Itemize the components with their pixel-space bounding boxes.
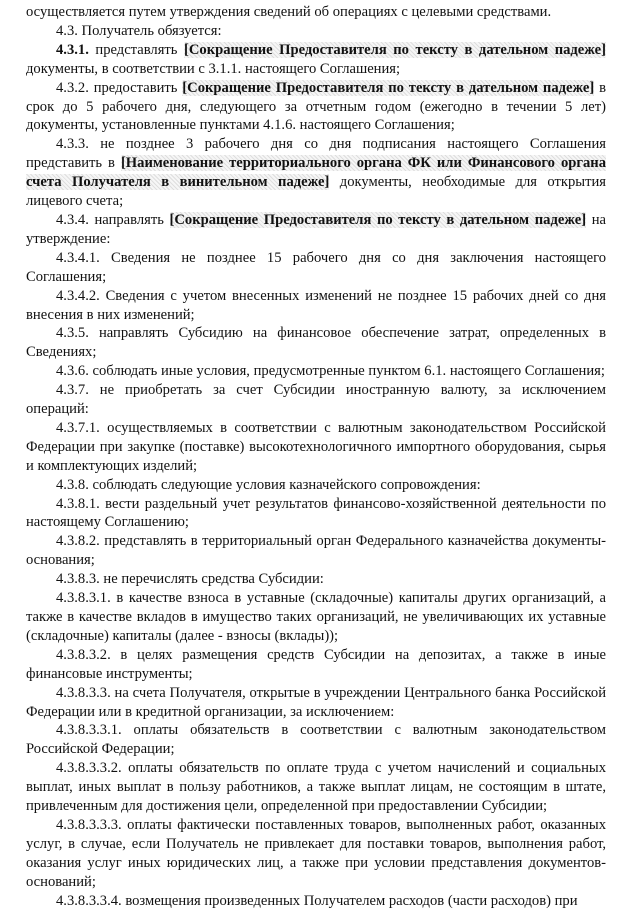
paragraph-4-3-7: 4.3.7. не приобретать за счет Субсидии иностранную валюту, за исключением операций: <box>26 382 606 418</box>
paragraph-4-3: 4.3. Получатель обязуется: <box>56 22 222 39</box>
paragraph-4-3-8-3-2: 4.3.8.3.2. в целях размещения средств Субсидии на депозитах, а также в иные финансовые инструменты; <box>26 646 606 682</box>
fk-organ-placeholder: [Наименование территориального органа ФК или Финансового органа счета Получателя в винительном падеже] <box>26 155 606 191</box>
paragraph-4-3-4-2: 4.3.4.2. Сведения с учетом внесенных изменений не позднее 15 рабочих дней со дня внесения в них изменений; <box>26 287 606 323</box>
paragraph-4-3-8-1: 4.3.8.1. вести раздельный учет результатов финансово-хозяйственной деятельности по настоящему Соглашению; <box>26 495 606 531</box>
paragraph-4-3-2 <box>26 79 606 136</box>
text-fragment: 4.3.4. направлять <box>56 211 170 228</box>
provider-placeholder: [Сокращение Предоставителя по тексту в дательном падеже] <box>184 41 606 58</box>
paragraph-4-3-8-3-3-1: 4.3.8.3.3.1. оплаты обязательств в соответствии с валютным законодательством Российской Федерации; <box>26 722 606 758</box>
paragraph-4-3-8-3-1: 4.3.8.3.1. в качестве взноса в уставные (складочные) капиталы других организаций, а также в качестве вкладов в имущество таких организаций, не увеличивающих их уставные (складочные) капиталы (далее - взносы (вклады)); <box>26 590 606 644</box>
text-fragment: 4.3.2. предоставить <box>56 79 183 96</box>
text-fragment: 4.3.3. не позднее 3 рабочего дня со дня подписания настоящего Соглашения представить в <box>26 136 606 172</box>
paragraph-4-3-4-1: 4.3.4.1. Сведения не позднее 15 рабочего дня со дня заключения настоящего Соглашения; <box>26 249 606 285</box>
text-fragment: на утверждение: <box>26 211 606 247</box>
text-fragment: документы, в соответствии с 3.1.1. настоящего Соглашения; <box>26 60 401 77</box>
paragraph-4-3-3 <box>26 135 606 211</box>
text-fragment: документы, необходимые для открытия лицевого счета; <box>26 174 606 210</box>
item-number: 4.3.1. <box>56 41 89 58</box>
document-page <box>26 0 606 911</box>
paragraph-4-3-8-2: 4.3.8.2. представлять в территориальный орган Федерального казначейства документы-основания; <box>26 533 606 569</box>
paragraph-4-3-6: 4.3.6. соблюдать иные условия, предусмотренные пунктом 6.1. настоящего Соглашения; <box>56 363 605 380</box>
text-fragment: в срок до 5 рабочего дня, следующего за отчетным годом (ежегодно в течении 5 лет) документы, установленные пунктами 4.1.6. настоящего Соглашения; <box>26 79 606 134</box>
text-fragment: представлять <box>88 41 184 58</box>
paragraph-4-3-4 <box>26 211 606 249</box>
provider-placeholder: [Сокращение Предоставителя по тексту в дательном падеже] <box>182 79 595 96</box>
paragraph-continuation: осуществляется путем утверждения сведений об операциях с целевыми средствами. <box>26 4 552 20</box>
paragraph-4-3-8-3-3-2: 4.3.8.3.3.2. оплаты обязательств по оплате труда с учетом начислений и социальных выплат, иных выплат в пользу работников, а также выплат лицам, не состоящим в штате, привлеченным для достижения цели, определенной при предоставлении Субсидии; <box>26 760 606 815</box>
paragraph-4-3-5: 4.3.5. направлять Субсидию на финансовое обеспечение затрат, определенных в Сведениях; <box>26 325 606 361</box>
paragraph-4-3-8-3: 4.3.8.3. не перечислять средства Субсидии: <box>56 571 324 588</box>
paragraph-4-3-1 <box>26 41 606 79</box>
paragraph-4-3-8-3-3: 4.3.8.3.3. на счета Получателя, открытые в учреждении Центрального банка Российской Федерации или в кредитной организации, за исключением: <box>26 684 606 720</box>
paragraph-4-3-7-1: 4.3.7.1. осуществляемых в соответствии с валютным законодательством Российской Федерации при закупке (поставке) высокотехнологичного импортного оборудования, сырья и комплектующих изделий; <box>26 419 606 474</box>
paragraph-4-3-8-3-3-4: 4.3.8.3.3.4. возмещения произведенных Получателем расходов (части расходов) при <box>56 892 578 909</box>
provider-placeholder: [Сокращение Предоставителя по тексту в дательном падеже] <box>169 211 587 228</box>
paragraph-4-3-8: 4.3.8. соблюдать следующие условия казначейского сопровождения: <box>56 476 481 493</box>
paragraph-4-3-8-3-3-3: 4.3.8.3.3.3. оплаты фактически поставленных товаров, выполненных работ, оказанных услуг, в случае, если Получатель не привлекает для поставки товаров, выполнения работ, оказания услуг иных юридических лиц, а также при условии представления документов-оснований; <box>26 816 606 890</box>
